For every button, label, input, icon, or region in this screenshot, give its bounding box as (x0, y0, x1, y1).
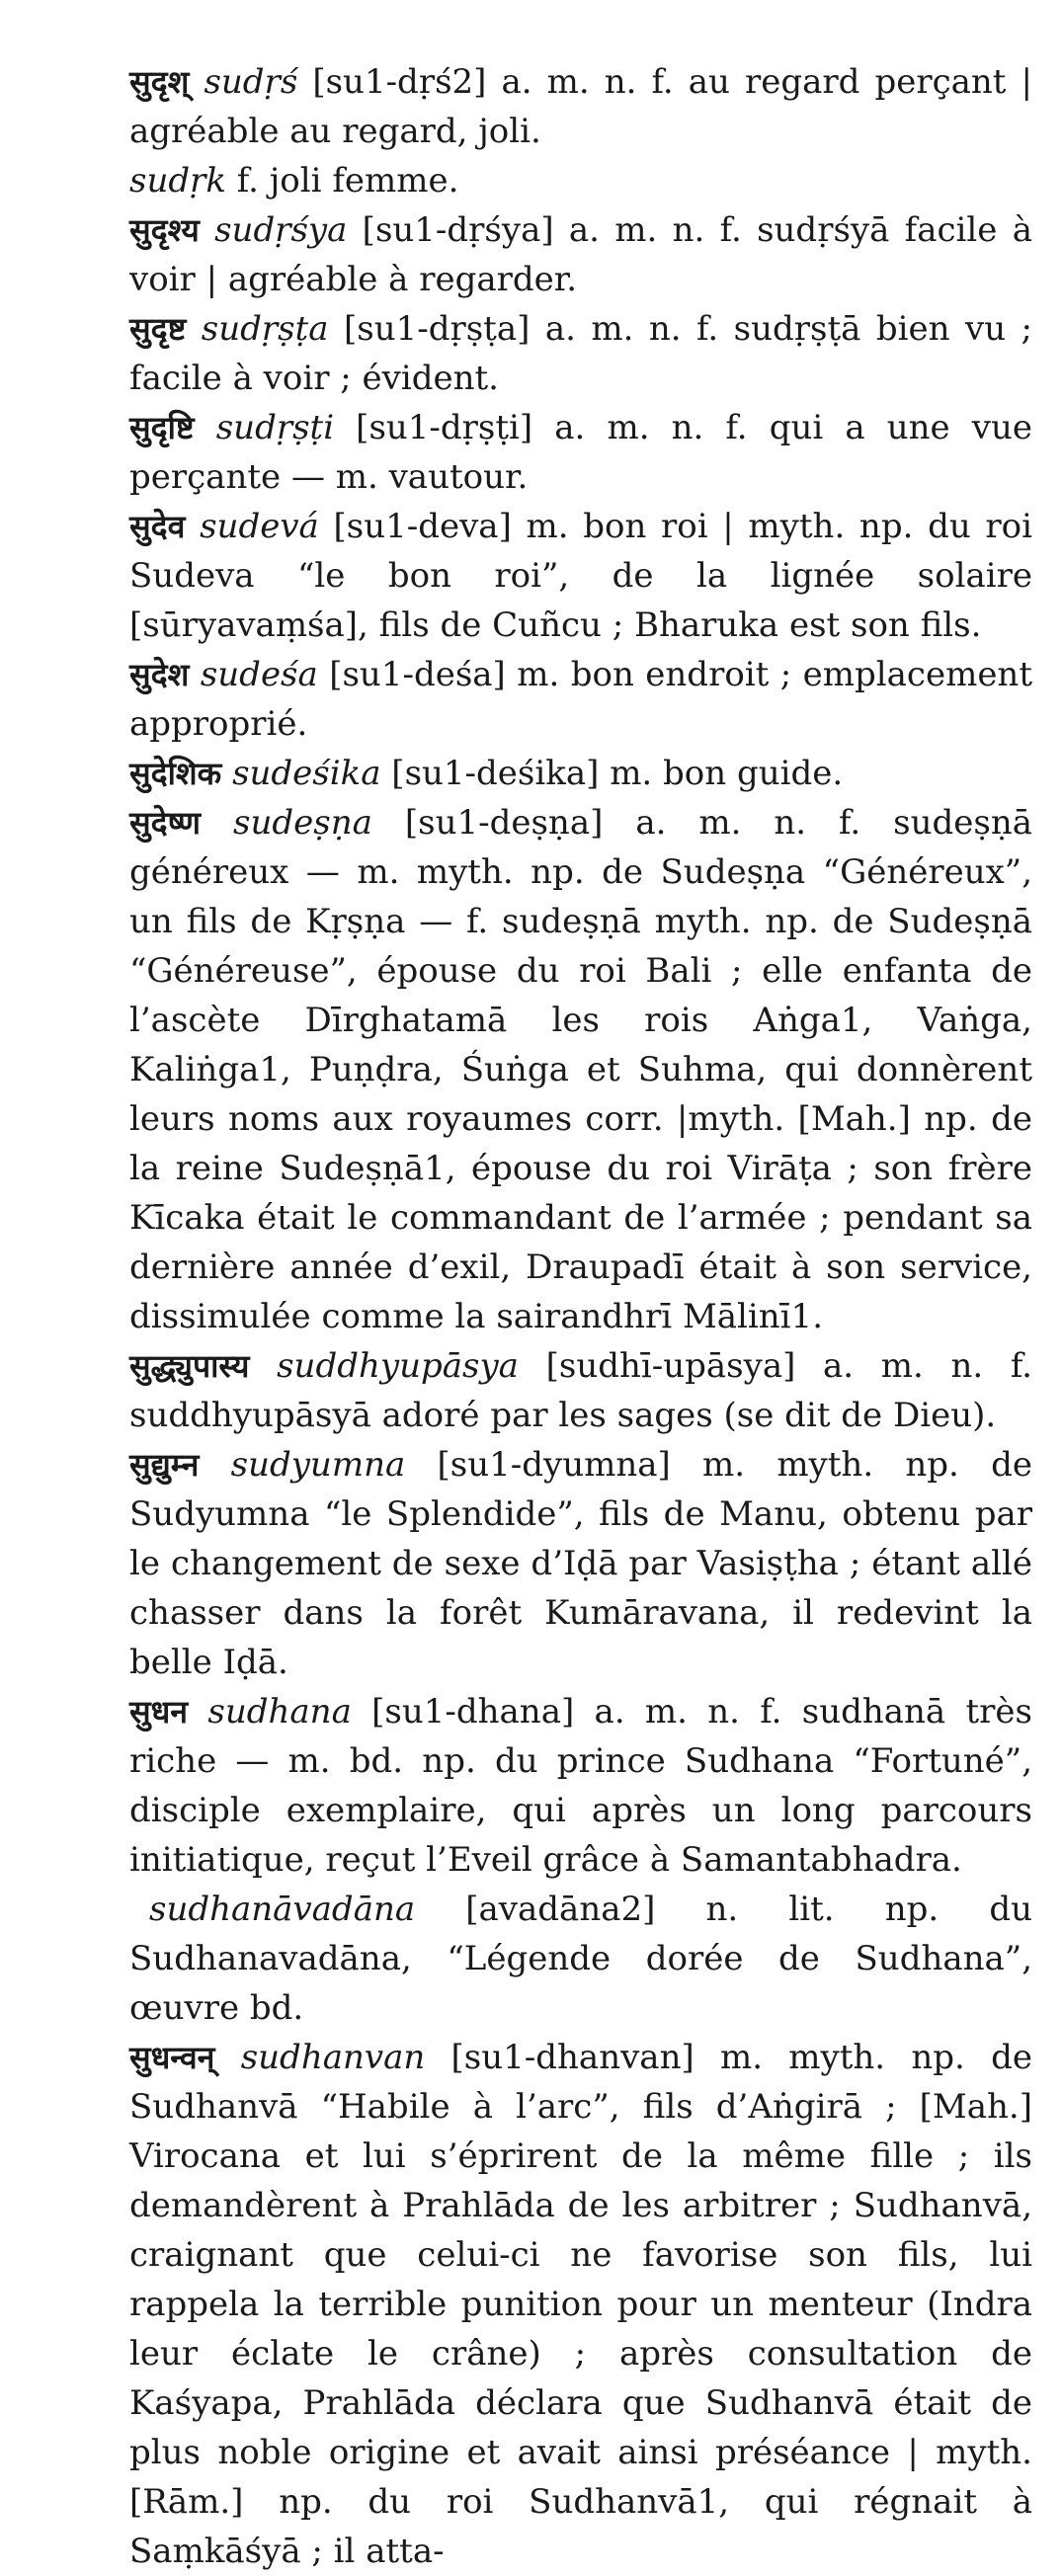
entry-sudyumna (129, 1440, 1032, 1687)
definition-text: [su1-deva] m. bon roi | myth. np. du roi Sudeva “le bon roi”, de la lignée solaire [sūryavaṃśa], fils de Cuñcu ; Bharuka est son fils. (129, 507, 1032, 645)
entry-sudrsti (129, 403, 1032, 502)
transliterated-headword: sudṛś (204, 62, 298, 102)
devanagari-headword: सुदृष्ट (129, 310, 187, 348)
entry-sudrsta (129, 304, 1032, 403)
transliterated-headword: sudṛk (129, 161, 226, 201)
transliterated-headword: sudeśa (200, 655, 318, 694)
transliterated-headword: suddhyupāsya (277, 1346, 519, 1386)
definition-text: [su1-dyumna] m. myth. np. de Sudyumna “le Splendide”, fils de Manu, obtenu par le changement de sexe d’Iḍā par Vasiṣṭha ; étant allé chasser dans la forêt Kumāravana, il redevint la belle Iḍā. (129, 1445, 1033, 1682)
transliterated-headword: sudeṣṇa (233, 803, 372, 843)
transliterated-headword: sudhana (207, 1692, 352, 1731)
definition-text: [su1-dhanvan] m. myth. np. de Sudhanvā “Habile à l’arc”, fils d’Aṅgirā ; [Mah.] Virocana et lui s’éprirent de la même fille ; ils demandèrent à Prahlāda de les arbitrer ; Sudhanvā, craignant que celui-ci ne favorise son fils, lui rappela la terrible punition pour un menteur (Indra leur éclate le crâne) ; après consultation de Kaśyapa, Prahlāda déclara que Sudhanvā était de plus noble origine et avait ainsi préséance | myth. [Rām.] np. du roi Sudhanvā1, qui régnait à Saṃkāśyā ; il atta- (129, 2038, 1032, 2571)
definition-text: [su1-dṛṣṭa] a. m. n. f. sudṛṣṭā bien vu ; facile à voir ; évident. (129, 309, 1033, 398)
transliterated-headword: sudṛṣṭa (201, 309, 329, 349)
devanagari-headword: सुद्ध्युपास्य (129, 1347, 250, 1385)
entry-sudeva (129, 502, 1032, 650)
transliterated-headword: sudhanāvadāna (149, 1890, 416, 1929)
entry-sudesna (129, 798, 1032, 1341)
definition-text: f. joli femme. (225, 161, 459, 201)
definition-text: [su1-dhana] a. m. n. f. sudhanā très riche — m. bd. np. du prince Sudhana “Fortuné”, disciple exemplaire, qui après un long parcours initiatique, reçut l’Eveil grâce à Samantabhadra. (129, 1692, 1032, 1880)
devanagari-headword: सुदेशिक (129, 755, 222, 792)
definition-text: [su1-deśika] m. bon guide. (380, 754, 844, 793)
definition-text: [su1-deṣṇa] a. m. n. f. sudeṣṇā généreux — m. myth. np. de Sudeṣṇa “Généreux”, un fils de Kṛṣṇa — f. sudeṣṇā myth. np. de Sudeṣṇā “Généreuse”, épouse du roi Bali ; elle enfanta de l’ascète Dīrghatamā les rois Aṅga1, Vaṅga, Kaliṅga1, Puṇḍra, Śuṅga et Suhma, qui donnèrent leurs noms aux royaumes corr. |myth. [Mah.] np. de la reine Sudeṣṇā1, épouse du roi Virāṭa ; son frère Kīcaka était le commandant de l’armée ; pendant sa dernière année d’exil, Draupadī était à son service, dissimulée comme la sairandhrī Mālinī1. (129, 803, 1033, 1336)
dictionary-page (129, 57, 1032, 2576)
definition-text: [su1-dṛṣṭi] a. m. n. f. qui a une vue perçante — m. vautour. (129, 408, 1032, 497)
devanagari-headword: सुधन्वन् (129, 2039, 215, 2076)
devanagari-headword: सुदेव (129, 508, 186, 545)
transliterated-headword: sudhanvan (240, 2038, 426, 2077)
transliterated-headword: sudṛśya (214, 210, 348, 250)
definition-text: [avadāna2] n. lit. np. du Sudhanavadāna, “Légende dorée de Sudhana”, œuvre bd. (129, 1890, 1032, 2028)
transliterated-headword: sudṛṣṭi (215, 408, 335, 447)
entry-suddhyupasya (129, 1341, 1032, 1440)
entry-sudhanvan (129, 2033, 1032, 2576)
definition-text: [sudhī-upāsya] a. m. n. f. suddhyupāsyā adoré par les sages (se dit de Dieu). (129, 1346, 1032, 1435)
devanagari-headword: सुदृश्य (129, 211, 200, 249)
transliterated-headword: sudeśika (232, 754, 381, 793)
devanagari-headword: सुदृश् (129, 63, 190, 101)
entry-sudrk (129, 156, 1032, 205)
devanagari-headword: सुदेष्ण (129, 804, 202, 842)
devanagari-headword: सुदृष्टि (129, 409, 195, 446)
entry-sudhanavadana (129, 1885, 1032, 2033)
definition-text: [su1-deśa] m. bon endroit ; emplacement approprié. (129, 655, 1032, 744)
entry-sudrsya (129, 205, 1032, 304)
entry-sudesika (129, 749, 1032, 798)
devanagari-headword: सुधन (129, 1693, 189, 1731)
definition-text: [su1-dṛśya] a. m. n. f. sudṛśyā facile à voir | agréable à regarder. (129, 210, 1032, 299)
devanagari-headword: सुदेश (129, 656, 190, 693)
entry-sudrs (129, 57, 1032, 156)
entry-sudhana (129, 1687, 1032, 1885)
transliterated-headword: sudevá (200, 507, 319, 546)
definition-text: [su1-dṛś2] a. m. n. f. au regard perçant | agréable au regard, joli. (129, 62, 1032, 151)
entry-sudesa (129, 650, 1032, 749)
devanagari-headword: सुद्युम्न (129, 1446, 200, 1484)
transliterated-headword: sudyumna (230, 1445, 406, 1485)
